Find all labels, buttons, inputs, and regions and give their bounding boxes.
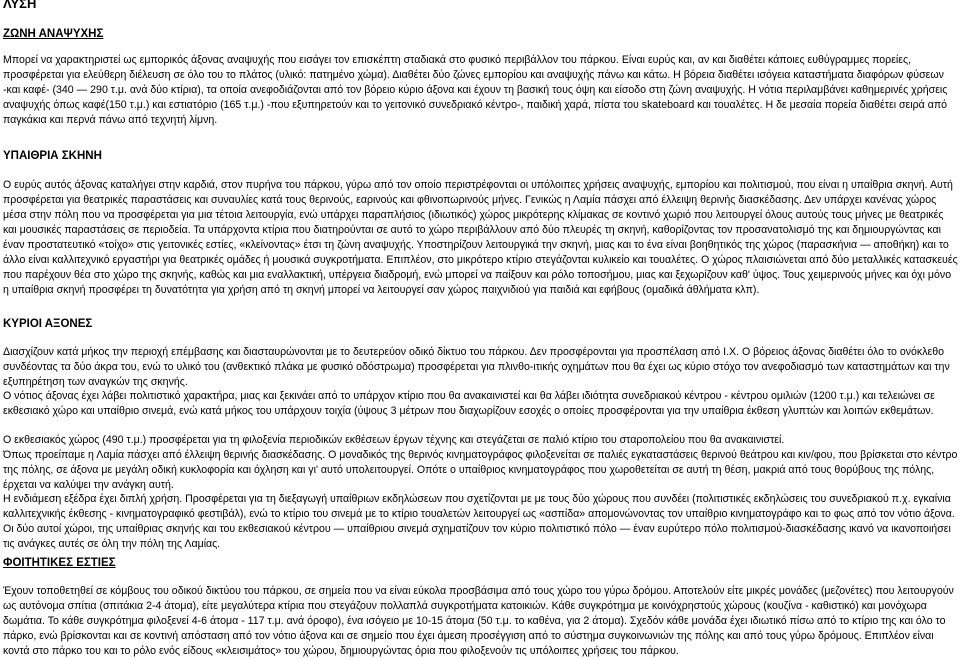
document-title: ΛΥΣΗ <box>3 0 37 11</box>
section-heading-outdoor-stage: ΥΠΑΙΘΡΙΑ ΣΚΗΝΗ <box>3 150 102 162</box>
paragraph-main-axes-3: Ο εκθεσιακός χώρος (490 τ.μ.) προσφέρεται για τη φιλοξενία περιοδικών εκθέσεων έργων τέχνης και στεγάζεται σε παλιό κτίριο του σταροπολείου που θα ανακαινιστεί. <box>3 434 785 446</box>
paragraph-main-axes-2: Ο νότιος άξονας έχει λάβει πολιτιστικό χαρακτήρα, μιας και ξεκινάει από το υπάρχον κτίριο που θα ανακαινιστεί και θα λάβει ιδιότητα συνεδριακού κέντρου - κέντρου ομιλιών (1200 τ.μ.) και τελειώνει σε εκθεσιακό χώρο και υπαίθριο σινεμά, ενώ κατά μήκος του υπάρχουν τοιχία (ύψους 3 μέτρων που διαχωρίζουν εσοχές ο οποίες προσφέρονται για την υπαίθρια έκθεση γλυπτών και λοιπών εκθεμάτων. <box>3 390 935 417</box>
paragraph-recreation-zone: Μπορεί να χαρακτηριστεί ως εμπορικός άξονας αναψυχής που εισάγει τον επισκέπτη σταδιακά στο φυσικό περιβάλλον του πάρκου. Είναι ευρύς και, αν και διαθέτει κάποιες ευθύγραμμες πορείες, προσφέρεται για ελεύθερη διέλευση σε όλο του το πλάτος (υλικό: πατημένο χώμα). Διαθέτει δύο ζώνες εμπορίου και αναψυχής πάνω και κάτω. Η βόρεια διαθέτει ισόγεια καταστήματα διαφόρων φύσεων -και καφέ- (340 — 290 τ.μ. ανά δύο κτίρια), τα οποία ανεφοδιάζονται από τον βόρειο κύριο άξονα και έχουν τη βασική τους όψη και είσοδο στη ζώνη αναψυχής. Η νότια περιλαμβάνει καθημερινές χρήσεις αναψυχής όπως καφέ(150 τ.μ.) και εστιατόριο (165 τ.μ.) -που εξυπηρετούν και το γειτονικό συνεδριακό κέντρο-, παιδική χαρά, πίστα του skateboard και τουαλέτες. Η δε μεσαία πορεία διαθέτει σειρά από παγκάκια και περνά πάνω από τεχνητή λίμνη. <box>3 54 948 126</box>
paragraph-main-axes-6: Οι δύο αυτοί χώροι, της υπαίθριας σκηνής και του εκθεσιακού κέντρου — υπαίθριου σινεμά σχηματίζουν τον κύριο πολιτιστικό πόλο — έναν ευρύτερο πόλο πολιτισμού-διασκέδασης ικανό να ικανοποιήσει τις ανάγκες αυτές σε όλη την πόλη της Λαμίας. <box>3 523 951 550</box>
section-heading-main-axes: ΚΥΡΙΟΙ ΑΞΟΝΕΣ <box>3 318 93 330</box>
paragraph-student-residences: Έχουν τοποθετηθεί σε κόμβους του οδικού δικτύου του πάρκου, σε σημεία που να είναι εύκολα προσβάσιμα από τους χώρο του γύρω δρόμου. Αποτελούν είτε μικρές μονάδες (μεζονέτες) που λειτουργούν ως αυτόνομα σπίτια (σπιτάκια 2-4 άτομα), είτε μεγαλύτερα κτίρια που στεγάζουν πολλαπλά συγκροτήματα κατοικιών. Κάθε συγκρότημα με κοινόχρηστούς χώρους (κουζίνα - καθιστικό) και μονόχωρα δωμάτια. Το κάθε συγκρότημα φιλοξενεί 4-6 άτομα - 117 τ.μ. ανά όροφο), ένα ισόγειο με 10-15 άτομα (50 τ.μ. το καθένα, για 2 άτομα). Σχεδόν κάθε μονάδα έχει ιδιωτικό πίσω από το κτίριο της και όλο το πάρκο, ενώ βρίσκονται και σε κοντινή απόσταση από τον νότιο άξονα και σε σημείο που έχει άμεση προσέγγιση από το σύστημα συγκοινωνιών της πόλης και από τους γύρω δρόμους. Επιπλέον είναι κοντά στο πάρκο του και το ρόλο ενός είδους «κλεισιμάτος» του χώρου, δημιουργώντας όρια που φιλοξενούν τις υπόλοιπες χρήσεις του πάρκου. <box>3 585 954 657</box>
paragraph-outdoor-stage: Ο ευρύς αυτός άξονας καταλήγει στην καρδιά, στον πυρήνα του πάρκου, γύρω από τον οποίο περιστρέφονται οι υπόλοιπες χρήσεις αναψυχής, εμπορίου και πολιτισμού, που είναι η υπαίθρια σκηνή. Αυτή προσφέρεται για θεατρικές παραστάσεις και συναυλίες κατά τους θερινούς, εαρινούς και φθινοπωρινούς μήνες. Γενικώς η Λαμία πάσχει από έλλειψη θερινής διασκέδασης. Δεν υπάρχει κανένας χώρος μέσα στην πόλη που να προσφέρεται για μια τέτοια λειτουργία, ενώ υπάρχει παραπλήσιος (ιδιωτικός) χώρος μικρότερης κλίμακας σε κοντινό χωριό που λειτουργεί όλους αυτούς τους μήνες με θεατρικές και μουσικές παραστάσεις σε περιοδεία. Τα υπάρχοντα κτίρια που διατηρούνται σε αυτό το χώρο περιβάλλουν από δύο πλευρές τη σκηνή, καθορίζοντας τον προσανατολισμό της και δημιουργώντας και έναν προστατευτικό «τοίχο» στις γειτονικές εστίες, «κλείνοντας» έτσι τη ζώνη αναψυχής. Υποστηρίζουν λειτουργικά την σκηνή, μιας και το ένα είναι βοηθητικός της χώρος (παρασκήνια — αποθήκη) και το άλλο είναι καλλιτεχνικό εργαστήρι για θεατρικές ομάδες ή μουσικά συγκροτήματα. Επιπλέον, στο μικρότερο κτίριο στεγάζονται κυλικείο και τουαλέτες. Ο χώρος πλαισιώνεται από δύο μεταλλικές κατασκευές που παρέχουν θέα στο χώρο της σκηνής, καθώς και μια εναλλακτική, υπέργεια διαδρομή, ενώ μπορεί να παίξουν και ρόλο τοποσήμου, μιας και ξεχωρίζουν καθ' ύψος. Τους χειμερινούς μήνες και όχι μόνο η υπαίθρια σκηνή προσφέρει τη δυνατότητα για χρήση από τη σκηνή μπορεί να λειτουργεί σαν χώρος παιχνιδιού για παιδιά και εφήβους (ομαδικά άθλήματα κλπ). <box>3 179 958 296</box>
section-heading-recreation-zone: ΖΩΝΗ ΑΝΑΨΥΧΗΣ <box>3 28 104 40</box>
paragraph-main-axes-4: Όπως προείπαμε η Λαμία πάσχει από έλλειψη θερινής διασκέδασης. Ο μοναδικός της θερινός κινηματογράφος φιλοξενείται σε παλιές εγκαταστάσεις θερινού θεάτρου και κιν/φου, που βρίσκεται στο κέντρο της πόλης, σε άξονα με μεγάλη οδική κυκλοφορία και όχληση και γι' αυτό υπολειτουργεί. Οπότε ο υπαίθριος κινηματογράφος που χωροθετείται σε αυτή τη θέση, μακριά από τους θορύβους της πόλης, έρχεται να καλύψει την ανάγκη αυτή. <box>3 449 958 491</box>
paragraph-main-axes-5: Η ενδιάμεση εξέδρα έχει διπλή χρήση. Προσφέρεται για τη διεξαγωγή υπαίθριων εκδηλώσεων που σχετίζονται με με τους δύο χώρους που συνδέει (πολιτιστικές εκδηλώσεις του συνεδριακού π.χ. εγκαίνια καλλιτεχνικής έκθεσης - κινηματογραφικό φεστιβάλ), ενώ το κτίριο του σινεμά με το κτίριο τουαλετών λειτουργεί ως «ασπίδα» απομονώνοντας τον υπαίθριο κινηματογράφο και το φως από τον νότιο άξονα. <box>3 493 955 520</box>
section-heading-student-residences: ΦΟΙΤΗΤΙΚΕΣ ΕΣΤΙΕΣ <box>3 557 116 569</box>
paragraph-main-axes-1: Διασχίζουν κατά μήκος την περιοχή επέμβασης και διασταυρώνονται με το δευτερεύον οδικό δίκτυο του πάρκου. Δεν προσφέρονται για προσπέλαση από Ι.Χ. Ο βόρειος άξονας διαθέτει όλο το ονόκλεθο συνδέοντας τα δύο άκρα του, ενώ το υλικό του (ανθεκτικό πλάκα με φυσικό οδόστρωμα) προσφέρεται για πλινθο-ιτικής οχημάτων που θα έχει ως κύριο στόχο τον ανεφοδιασμό των καταστημάτων και την εξυπηρέτηση των αναγκών της σκηνής. <box>3 346 950 388</box>
